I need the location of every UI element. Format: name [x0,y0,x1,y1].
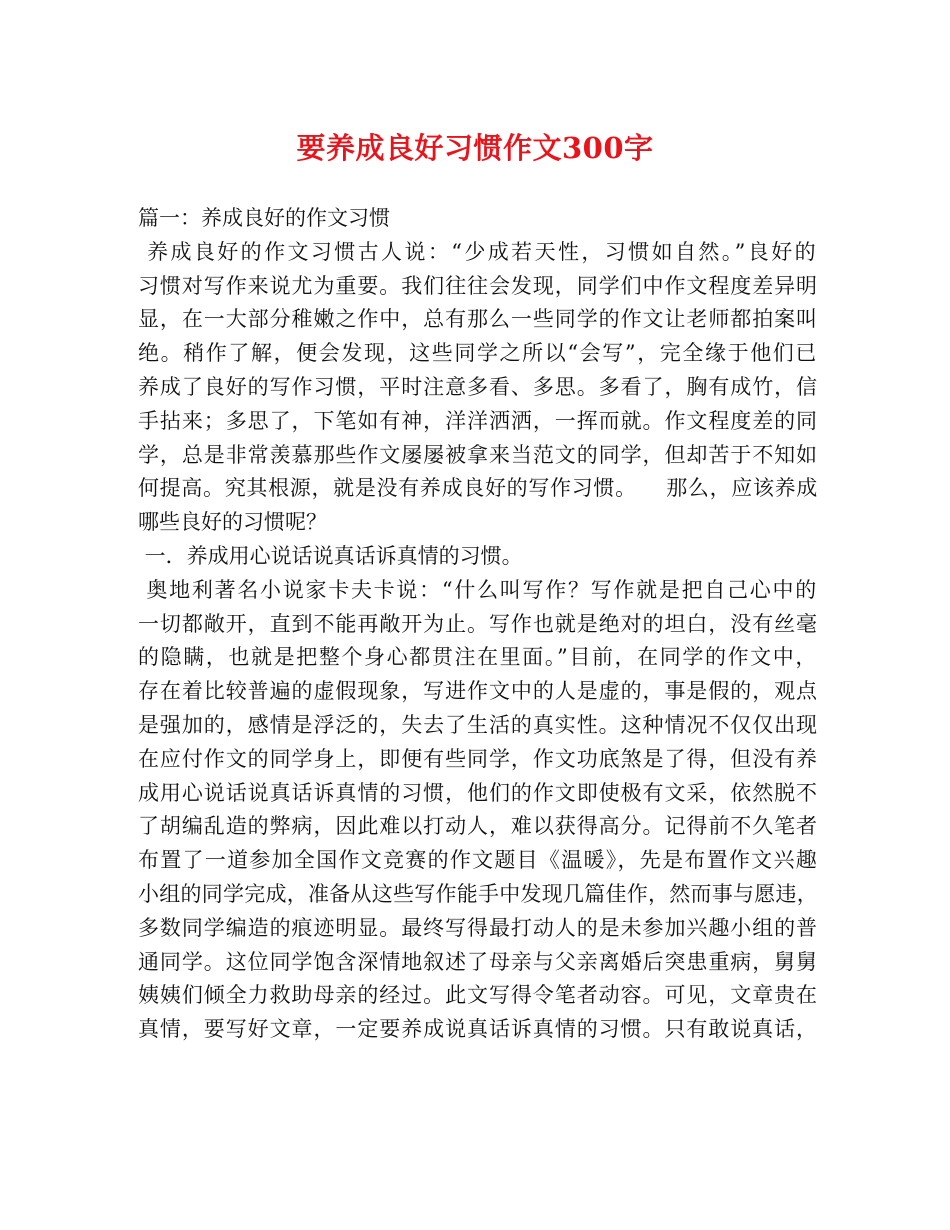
body-line: 的隐瞒，也就是把整个身心都贯注在里面。”目前，在同学的作文中， [138,645,818,670]
body-line: 姨姨们倾全力救助母亲的经过。此文写得令笔者动容。可见，文章贵在 [138,983,818,1008]
body-line: 通同学。这位同学饱含深情地叙述了母亲与父亲离婚后突患重病，舅舅 [138,949,818,974]
body-line: 是强加的，感情是浮泛的，失去了生活的真实性。这种情况不仅仅出现 [138,712,818,737]
body-line: 在应付作文的同学身上，即便有些同学，作文功底煞是了得，但没有养 [138,746,818,771]
body-line: 一切都敞开，直到不能再敞开为止。写作也就是绝对的坦白，没有丝毫 [138,611,818,636]
body-line: 一．养成用心说话说真话诉真情的习惯。 [138,543,523,568]
body-line: 绝。稍作了解，便会发现，这些同学之所以“会写”，完全缘于他们已 [138,341,818,366]
body-line: 篇一：养成良好的作文习惯 [138,206,390,230]
body-line: 真情，要写好文章，一定要养成说真话诉真情的习惯。只有敢说真话， [138,1017,818,1042]
body-line: 了胡编乱造的弊病，因此难以打动人，难以获得高分。记得前不久笔者 [138,814,818,839]
body-line: 小组的同学完成，准备从这些写作能手中发现几篇佳作，然而事与愿违， [138,881,818,906]
body-line: 手拈来；多思了，下笔如有神，洋洋洒洒，一挥而就。作文程度差的同 [138,408,818,433]
body-line: 何提高。究其根源，就是没有养成良好的写作习惯。 那么，应该养成 [138,476,818,501]
document-body [138,202,818,1047]
body-line: 成用心说话说真话诉真情的习惯，他们的作文即使极有文采，依然脱不 [138,780,818,805]
body-line: 养成良好的作文习惯古人说：“少成若天性，习惯如自然。”良好的 [138,239,818,264]
body-line: 养成了良好的写作习惯，平时注意多看、多思。多看了，胸有成竹，信 [138,374,818,399]
body-line: 习惯对写作来说尤为重要。我们往往会发现，同学们中作文程度差异明 [138,273,818,298]
body-line: 哪些良好的习惯呢？ [138,510,327,535]
body-line: 学，总是非常羡慕那些作文屡屡被拿来当范文的同学，但却苦于不知如 [138,442,818,467]
body-line: 多数同学编造的痕迹明显。最终写得最打动人的是未参加兴趣小组的普 [138,915,818,940]
body-line: 奥地利著名小说家卡夫卡说：“什么叫写作？写作就是把自己心中的 [138,577,818,602]
body-line: 存在着比较普遍的虚假现象，写进作文中的人是虚的，事是假的，观点 [138,679,818,704]
document-title: 要养成良好习惯作文300字 [296,131,654,165]
body-line: 布置了一道参加全国作文竞赛的作文题目《温暖》，先是布置作文兴趣 [138,848,818,873]
body-line: 显，在一大部分稚嫩之作中，总有那么一些同学的作文让老师都拍案叫 [138,307,818,332]
